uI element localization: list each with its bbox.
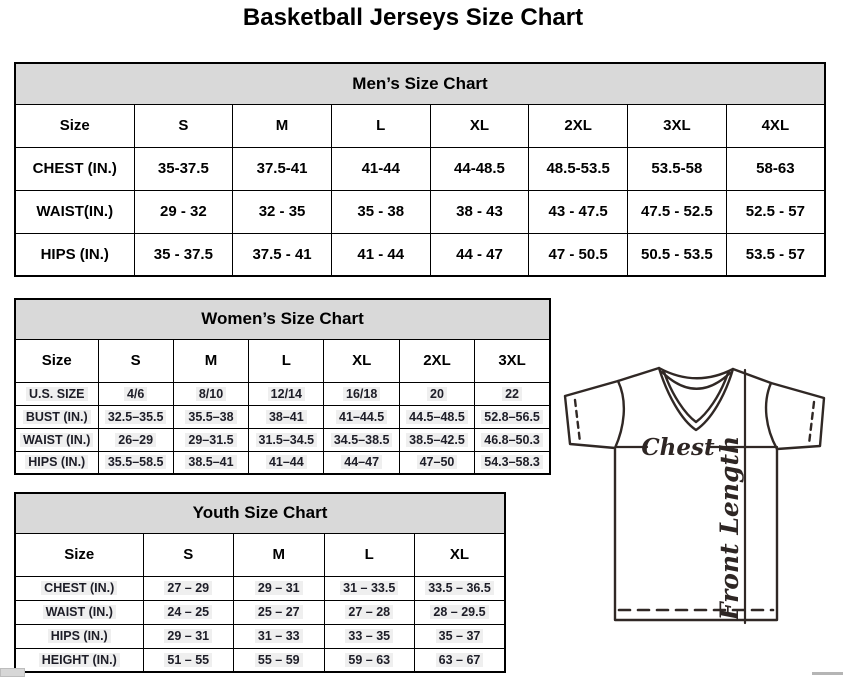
cell-value: 44.5–48.5	[406, 410, 468, 424]
cell-value: 35.5–38	[185, 410, 236, 424]
cell-value: 35.5–58.5	[105, 455, 167, 469]
cell-value: 33.5 – 36.5	[425, 581, 494, 595]
cell-value: 4/6	[124, 387, 147, 401]
cell-value: 48.5-53.5	[546, 160, 610, 177]
row-label: HIPS (IN.)	[48, 629, 111, 643]
womens-size-table	[14, 298, 551, 475]
cell-value: 28 – 29.5	[430, 605, 488, 619]
cell-value: 41–44	[266, 455, 307, 469]
cell-value: 46.8–50.3	[481, 433, 543, 447]
cell-value: 53.5 - 57	[745, 245, 805, 263]
cell-value: 47–50	[417, 455, 458, 469]
column-header: XL	[430, 104, 529, 147]
row-label: U.S. SIZE	[26, 387, 88, 401]
chest-label: Chest	[641, 434, 715, 461]
cell-value: 31.5–34.5	[256, 433, 318, 447]
column-header: S	[143, 533, 234, 576]
table-row	[15, 190, 825, 233]
column-header: M	[234, 533, 325, 576]
row-label: BUST (IN.)	[23, 410, 91, 424]
gray-artifact-bottom-left	[0, 668, 25, 677]
cell-value: 44–47	[341, 455, 382, 469]
cell-value: 41-44	[361, 160, 400, 177]
cell-value: 35 - 37.5	[153, 245, 213, 263]
column-header: XL	[415, 533, 506, 576]
cell-value: 59 – 63	[345, 653, 393, 667]
page-title: Basketball Jerseys Size Chart	[242, 4, 584, 31]
jersey-measurement-diagram	[553, 358, 843, 630]
cell-value: 51 – 55	[164, 653, 212, 667]
column-header: 3XL	[628, 104, 727, 147]
cell-value: 54.3–58.3	[481, 455, 543, 469]
cell-value: 47 - 50.5	[548, 245, 608, 263]
cell-value: 53.5-58	[651, 160, 703, 177]
size-column-header: Size	[15, 104, 134, 147]
cell-value: 38 - 43	[456, 203, 503, 220]
cell-value: 38.5–41	[185, 455, 236, 469]
cell-value: 20	[427, 387, 447, 401]
column-header: 4XL	[726, 104, 825, 147]
column-header: 2XL	[529, 104, 628, 147]
mens-size-table	[14, 62, 826, 277]
column-header: S	[134, 104, 233, 147]
table-row	[15, 451, 550, 474]
cell-value: 26–29	[115, 433, 156, 447]
cell-value: 29 - 32	[160, 203, 207, 220]
row-label: HIPS (IN.)	[25, 455, 88, 469]
cell-value: 35 - 38	[357, 203, 405, 220]
cell-value: 41–44.5	[336, 410, 387, 424]
jersey-diagram-svg	[553, 358, 843, 630]
table-row	[15, 600, 505, 624]
cell-value: 12/14	[268, 387, 305, 401]
gray-artifact-bottom-right	[812, 672, 843, 675]
cell-value: 35 – 37	[436, 629, 484, 643]
row-label: WAIST(IN.)	[36, 203, 114, 220]
table-row	[15, 382, 550, 405]
column-header: S	[98, 339, 173, 382]
column-header: 3XL	[475, 339, 550, 382]
cell-value: 29 – 31	[164, 629, 212, 643]
cell-value: 44 - 47	[456, 245, 503, 263]
cell-value: 29 – 31	[255, 581, 303, 595]
cell-value: 58-63	[756, 160, 795, 177]
table-row	[15, 233, 825, 276]
size-column-header: Size	[15, 339, 98, 382]
table-row	[15, 405, 550, 428]
jersey-outline	[565, 368, 824, 620]
cell-value: 25 – 27	[255, 605, 303, 619]
cell-value: 22	[502, 387, 522, 401]
row-label: HIPS (IN.)	[40, 245, 109, 263]
cell-value: 52.5 - 57	[745, 203, 805, 220]
cell-value: 32 - 35	[258, 203, 306, 220]
cell-value: 38–41	[266, 410, 307, 424]
cell-value: 34.5–38.5	[331, 433, 393, 447]
cell-value: 50.5 - 53.5	[641, 245, 713, 263]
column-header: L	[331, 104, 430, 147]
cell-value: 52.8–56.5	[481, 410, 543, 424]
column-header: 2XL	[399, 339, 474, 382]
column-header: M	[233, 104, 332, 147]
table-row	[15, 576, 505, 600]
column-header: M	[173, 339, 248, 382]
row-label: WAIST (IN.)	[43, 605, 116, 619]
column-header: XL	[324, 339, 399, 382]
youth-size-table-title: Youth Size Chart	[15, 493, 505, 533]
cell-value: 55 – 59	[255, 653, 303, 667]
cell-value: 33 – 35	[345, 629, 393, 643]
row-label: CHEST (IN.)	[41, 581, 117, 595]
row-label: HEIGHT (IN.)	[39, 653, 120, 667]
row-label: CHEST (IN.)	[32, 160, 117, 177]
cell-value: 41 - 44	[357, 245, 405, 263]
cell-value: 47.5 - 52.5	[641, 203, 713, 220]
cell-value: 31 – 33	[255, 629, 303, 643]
size-column-header: Size	[15, 533, 143, 576]
cell-value: 63 – 67	[436, 653, 484, 667]
table-row	[15, 624, 505, 648]
cell-value: 8/10	[196, 387, 226, 401]
cell-value: 31 – 33.5	[340, 581, 398, 595]
cell-value: 43 - 47.5	[548, 203, 608, 220]
cell-value: 32.5–35.5	[105, 410, 167, 424]
table-row	[15, 648, 505, 672]
column-header: L	[249, 339, 324, 382]
front-length-label: Front Length	[715, 435, 744, 621]
womens-size-table-title: Women’s Size Chart	[15, 299, 550, 339]
row-label: WAIST (IN.)	[20, 433, 93, 447]
cell-value: 44-48.5	[454, 160, 505, 177]
column-header: L	[324, 533, 415, 576]
cell-value: 29–31.5	[185, 433, 236, 447]
cell-value: 37.5-41	[256, 160, 308, 177]
cell-value: 38.5–42.5	[406, 433, 468, 447]
cell-value: 16/18	[343, 387, 380, 401]
cell-value: 27 – 29	[164, 581, 212, 595]
cell-value: 37.5 - 41	[252, 245, 312, 263]
youth-size-table	[14, 492, 506, 673]
cell-value: 24 – 25	[164, 605, 212, 619]
table-row	[15, 428, 550, 451]
mens-size-table-title: Men’s Size Chart	[15, 63, 825, 104]
cell-value: 35-37.5	[157, 160, 209, 177]
cell-value: 27 – 28	[345, 605, 393, 619]
table-row	[15, 147, 825, 190]
